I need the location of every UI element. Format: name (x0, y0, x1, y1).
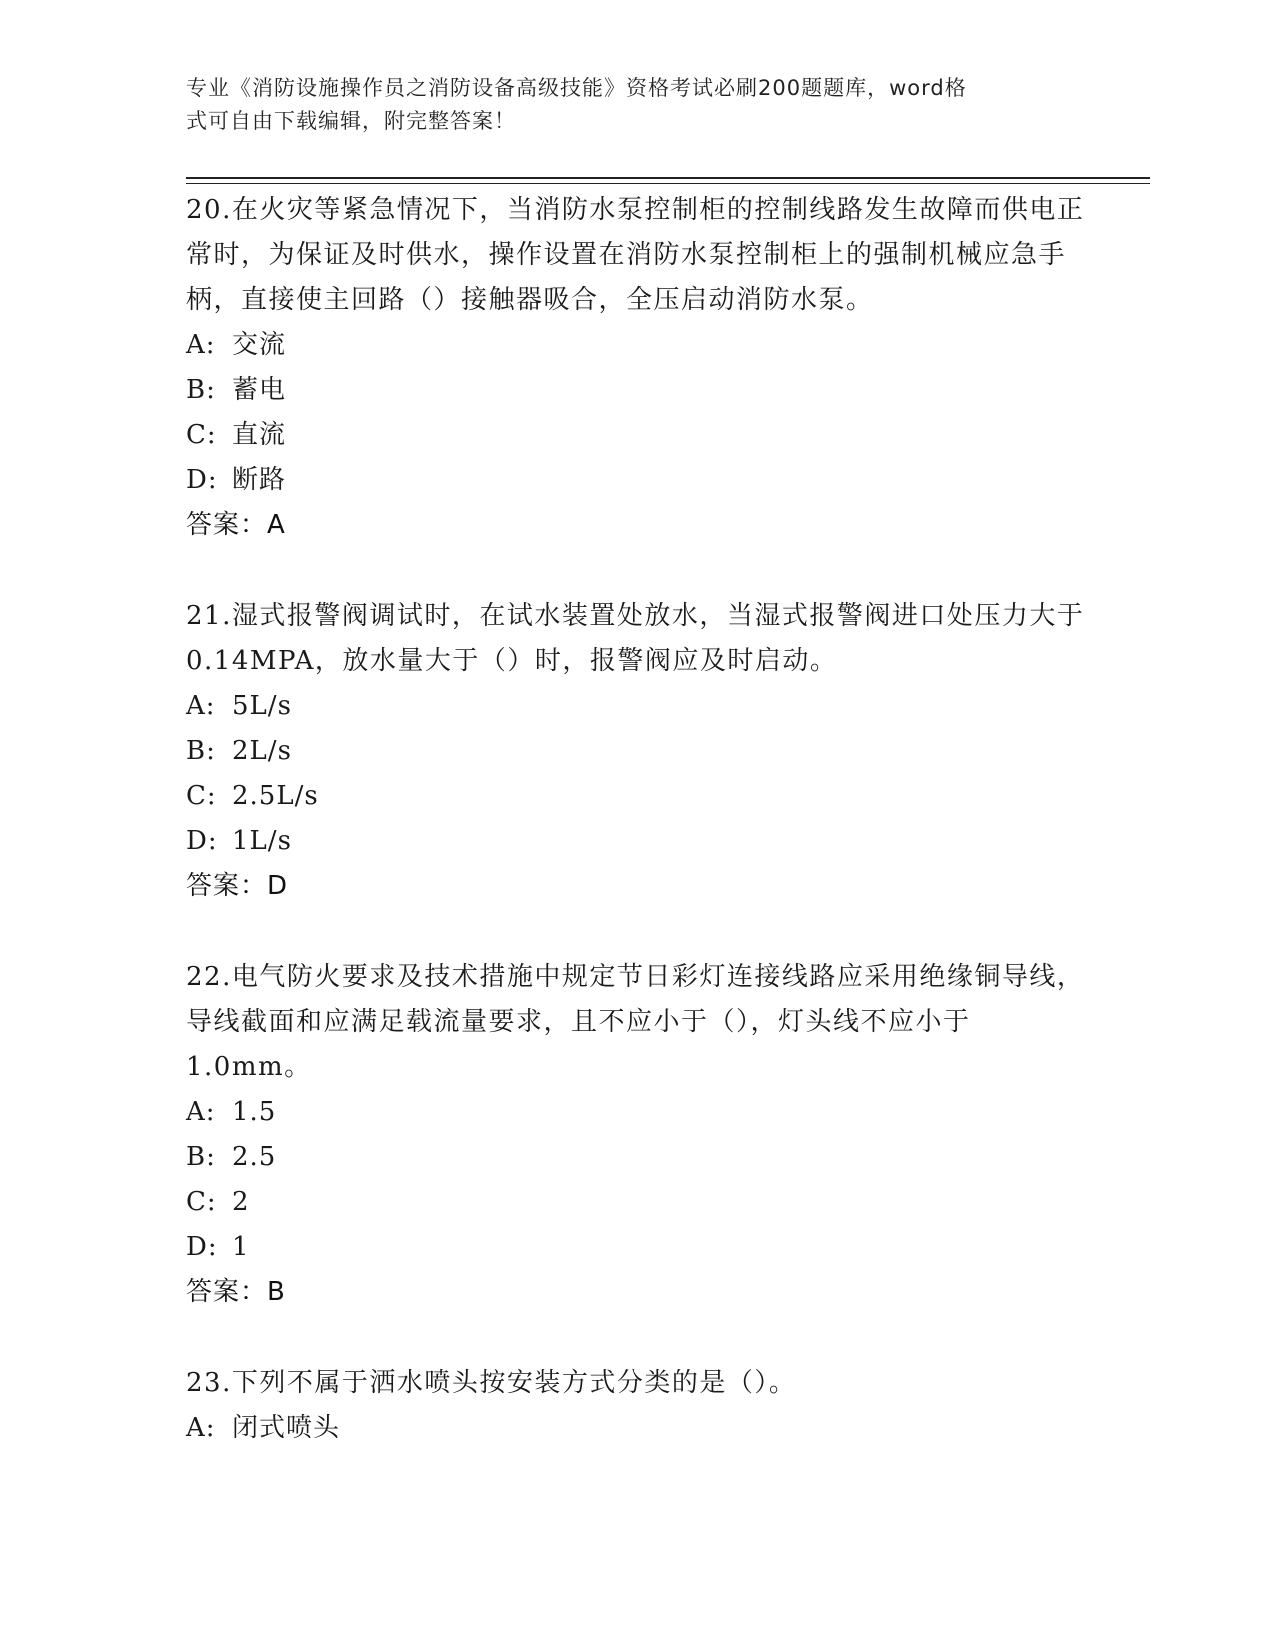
option-label: C: (186, 420, 217, 450)
option-label: B: (186, 375, 216, 405)
question-list (186, 188, 1086, 1497)
option-label: A: (186, 330, 216, 360)
option-d (186, 819, 1086, 864)
option-text: 直流 (232, 420, 287, 450)
option-text: 2.5L/s (232, 781, 319, 811)
option-a (186, 323, 1086, 368)
header-rule-thin (186, 183, 1150, 184)
option-c (186, 413, 1086, 458)
option-text: 断路 (232, 465, 287, 495)
option-text: 1 (232, 1232, 250, 1262)
option-label: A: (186, 1097, 216, 1127)
header-line-1: 专业《消防设施操作员之消防设备高级技能》资格考试必刷200题题库，word格 (186, 76, 967, 100)
option-label: C: (186, 781, 217, 811)
option-c (186, 1180, 1086, 1225)
option-label: D: (186, 1232, 218, 1262)
option-d (186, 1225, 1086, 1270)
option-label: A: (186, 691, 216, 721)
option-label: D: (186, 465, 218, 495)
document-header (186, 72, 1066, 138)
answer-line: 答案：B (186, 1277, 286, 1307)
option-a (186, 1406, 1086, 1451)
option-text: 5L/s (232, 691, 292, 721)
option-a (186, 684, 1086, 729)
option-d (186, 458, 1086, 503)
question-23 (186, 1361, 1086, 1451)
question-stem: 22.电气防火要求及技术措施中规定节日彩灯连接线路应采用绝缘铜导线，导线截面和应满足载流量要求，且不应小于（），灯头线不应小于1.0mm。 (186, 962, 1085, 1082)
option-text: 蓄电 (232, 375, 287, 405)
option-label: B: (186, 736, 216, 766)
answer-line: 答案：A (186, 510, 286, 540)
option-text: 1L/s (232, 826, 292, 856)
option-b (186, 729, 1086, 774)
option-c (186, 774, 1086, 819)
question-stem: 20.在火灾等紧急情况下，当消防水泵控制柜的控制线路发生故障而供电正常时，为保证及时供水，操作设置在消防水泵控制柜上的强制机械应急手柄，直接使主回路（）接触器吸合，全压启动消防水泵。 (186, 195, 1085, 315)
option-text: 2L/s (232, 736, 292, 766)
option-text: 交流 (232, 330, 287, 360)
header-line-2: 式可自由下载编辑，附完整答案！ (186, 109, 516, 133)
option-label: B: (186, 1142, 216, 1172)
option-text: 2.5 (232, 1142, 277, 1172)
option-text: 2 (232, 1187, 250, 1217)
option-label: A: (186, 1413, 216, 1443)
option-text: 1.5 (232, 1097, 277, 1127)
question-22 (186, 955, 1086, 1315)
option-label: D: (186, 826, 218, 856)
header-rule-thick (186, 177, 1150, 179)
option-a (186, 1090, 1086, 1135)
question-stem: 21.湿式报警阀调试时，在试水装置处放水，当湿式报警阀进口处压力大于0.14MPA，放水量大于（）时，报警阀应及时启动。 (186, 601, 1085, 676)
question-21 (186, 594, 1086, 909)
question-stem: 23.下列不属于洒水喷头按安装方式分类的是（）。 (186, 1368, 797, 1398)
answer-line: 答案：D (186, 871, 289, 901)
option-b (186, 368, 1086, 413)
option-b (186, 1135, 1086, 1180)
option-label: C: (186, 1187, 217, 1217)
option-text: 闭式喷头 (232, 1413, 341, 1443)
question-20 (186, 188, 1086, 548)
